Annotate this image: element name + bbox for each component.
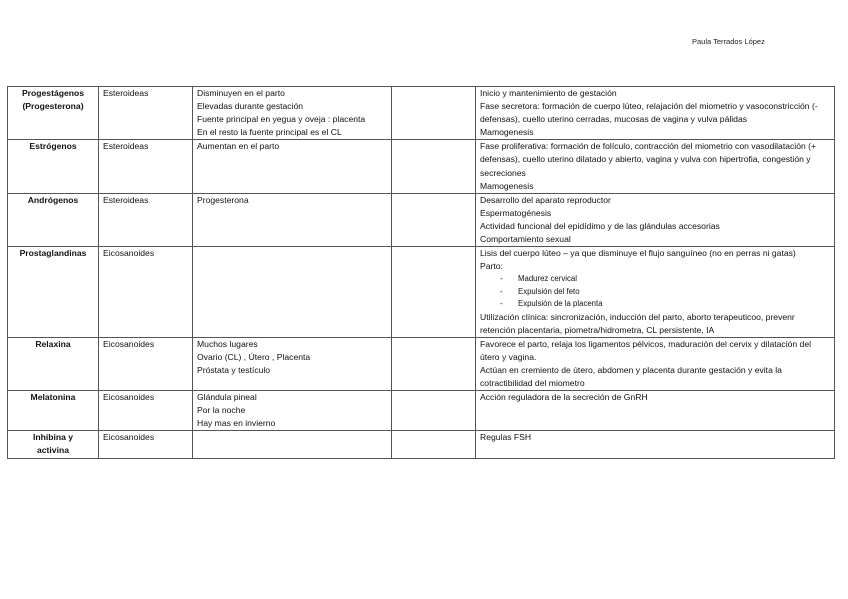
hormone-name-cell (8, 391, 99, 431)
hormone-table-body (8, 87, 835, 459)
author-name: Paula Terrados López (692, 37, 765, 46)
hormone-name: Prostaglandinas (19, 248, 87, 259)
hormone-type: Eicosanoides (103, 248, 155, 259)
table-row (8, 87, 835, 140)
hormone-name: Progestágenos (21, 88, 85, 98)
hormone-type: Eicosanoides (103, 392, 155, 403)
hormone-name-cell (8, 140, 99, 193)
source-note: Glándula pineal (197, 392, 257, 403)
function-cell (476, 140, 835, 193)
table-row (8, 337, 835, 390)
source-note: Disminuyen en el parto (197, 88, 285, 98)
hormone-type: Esteroideas (103, 88, 149, 98)
table-row (8, 391, 835, 431)
source-note: En el resto la fuente principal es el CL (197, 127, 342, 138)
hormone-name: Relaxina (35, 338, 71, 349)
hormone-type-cell (99, 337, 193, 390)
hormone-name-cell (8, 337, 99, 390)
function-note: Desarrollo del aparato reproductor (480, 194, 611, 205)
function-note: Lisis del cuerpo lúteo – ya que disminuye el flujo sanguíneo (no en perras ni gatas) (480, 248, 796, 259)
source-notes-cell (193, 337, 392, 390)
function-note: Fase secretora: formación de cuerpo lúteo, relajación del miometrio y vasoconstricción (- defensas), cuello uterino cerradas, mucosas de vagina y vulva pálidas (480, 101, 818, 125)
function-note: Regulas FSH (480, 432, 532, 443)
source-note: Muchos lugares (197, 338, 258, 349)
source-notes-cell (193, 431, 392, 458)
empty-cell (392, 247, 476, 338)
empty-cell (392, 391, 476, 431)
function-cell (476, 87, 835, 140)
empty-cell (392, 431, 476, 458)
hormone-type: Esteroideas (103, 194, 149, 205)
function-cell (476, 337, 835, 390)
hormone-name: Estrógenos (29, 141, 77, 152)
source-notes-cell (193, 87, 392, 140)
hormone-name: Andrógenos (27, 194, 79, 205)
hormone-type-cell (99, 87, 193, 140)
hormone-name: (Progesterona) (22, 101, 84, 112)
hormone-name-cell (8, 193, 99, 246)
hormone-name-cell (8, 247, 99, 338)
function-cell (476, 431, 835, 458)
hormone-name-cell (8, 431, 99, 458)
function-note: Mamogenesis (480, 127, 534, 138)
list-item: - Expulsión del feto (500, 286, 830, 298)
function-cell (476, 391, 835, 431)
function-note: Espermatogénesis (480, 207, 552, 218)
empty-cell (392, 193, 476, 246)
hormone-name-cell (8, 87, 99, 140)
function-note: Parto: (480, 261, 503, 272)
function-note: Actúan en cremiento de útero, abdomen y placenta durante gestación y evita la cotractibilidad del miometro (480, 364, 782, 388)
hormone-type-cell (99, 247, 193, 338)
list-item: - Madurez cervical (500, 273, 830, 285)
list-item: - Expulsión de la placenta (500, 298, 830, 310)
function-cell (476, 247, 835, 338)
table-row (8, 140, 835, 193)
hormone-type: Eicosanoides (103, 338, 155, 349)
source-notes-cell (193, 140, 392, 193)
source-note: Elevadas durante gestación (197, 101, 304, 112)
hormone-table (7, 86, 835, 459)
source-note: Próstata y testículo (197, 364, 271, 375)
function-note: Mamogenesis (480, 180, 534, 191)
function-note: Inicio y mantenimiento de gestación (480, 88, 617, 98)
hormone-type-cell (99, 140, 193, 193)
source-note: Aumentan en el parto (197, 141, 280, 152)
table-row (8, 247, 835, 338)
table-row (8, 193, 835, 246)
source-note: Por la noche (197, 405, 246, 416)
function-note: Fase proliferativa: formación de folículo, contracción del miometrio con vasodilatación (+ defensas), cuello uterino dilatado y abierto, vagina y vulva con hipertrofia, congestión y secreciones (480, 141, 817, 178)
hormone-name: activina (36, 445, 69, 456)
empty-cell (392, 337, 476, 390)
hormone-type-cell (99, 431, 193, 458)
hormone-name: Inhibina y (32, 432, 74, 443)
table-row (8, 431, 835, 458)
function-note: Acción reguladora de la secreción de GnRH (480, 392, 648, 403)
source-notes-cell (193, 391, 392, 431)
hormone-type-cell (99, 193, 193, 246)
source-note: Fuente principal en yegua y oveja : placenta (197, 114, 366, 125)
source-note: Progesterona (197, 194, 249, 205)
source-note: Ovario (CL) , Útero , Placenta (197, 351, 311, 362)
function-note: Favorece el parto, relaja los ligamentos pélvicos, maduración del cervix y dilatación del útero y vagina. (480, 338, 812, 362)
function-cell (476, 193, 835, 246)
empty-cell (392, 140, 476, 193)
function-note: Utilización clínica: sincronización, inducción del parto, aborto terapeuticoo, prevenr retención placentaria, piometra/hidrometra, CL persistente, IA (480, 311, 795, 335)
source-note: Hay mas en invierno (197, 418, 276, 429)
hormone-name: Melatonina (30, 392, 76, 403)
function-note: Comportamiento sexual (480, 234, 571, 245)
hormone-type: Eicosanoides (103, 432, 155, 443)
hormone-type-cell (99, 391, 193, 431)
source-notes-cell (193, 193, 392, 246)
empty-cell (392, 87, 476, 140)
function-sublist (480, 273, 830, 310)
hormone-type: Esteroideas (103, 141, 149, 152)
source-notes-cell (193, 247, 392, 338)
function-note: Actividad funcional del epidídimo y de las glándulas accesorias (480, 220, 720, 231)
